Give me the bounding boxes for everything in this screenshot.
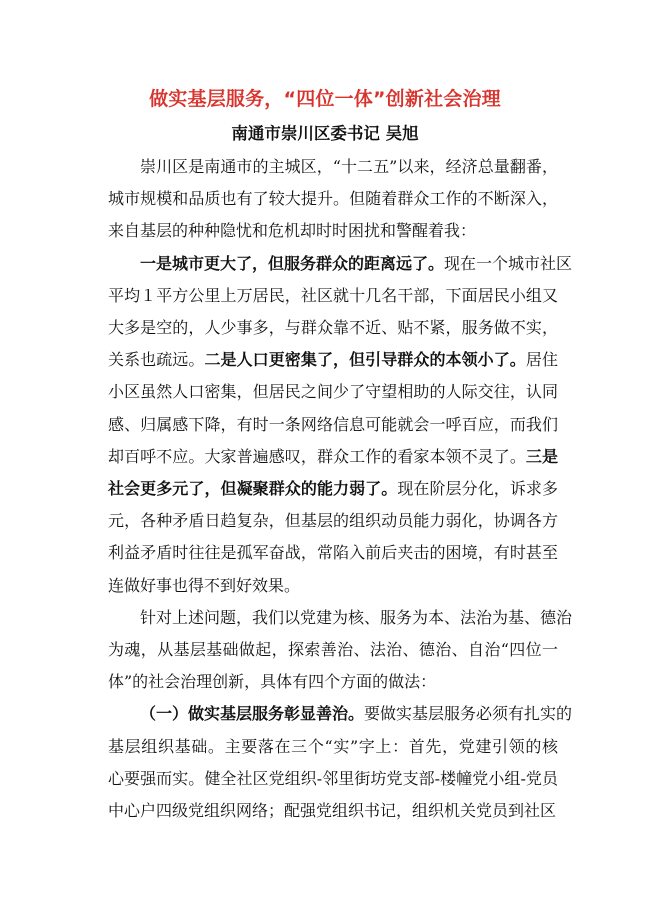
text-line: [108, 215, 558, 247]
text-run: 为魂，从基层基础做起，探索善治、法治、德治、自治“四位一: [108, 640, 558, 660]
text-line: [108, 570, 558, 602]
text-line: [108, 151, 558, 183]
text-run: 城市规模和品质也有了较大提升。但随着群众工作的不断深入，: [108, 189, 558, 209]
text-run: 针对上述问题，我们以党建为核、服务为本、法治为基、德治: [140, 607, 573, 627]
text-run: 利益矛盾时往往是孤军奋战，常陷入前后夹击的困境，有时甚至: [108, 543, 558, 563]
text-line: [108, 505, 558, 537]
bold-text: 三是: [525, 446, 558, 466]
text-line: [108, 666, 558, 698]
text-line: [108, 312, 558, 344]
text-run: 感、归属感下降，有时一条网络信息可能就会一呼百应，而我们: [108, 414, 558, 434]
text-line: [108, 763, 558, 795]
text-run: 小区虽然人口密集，但居民之间少了守望相助的人际交往，认同: [108, 382, 558, 402]
text-line: [108, 537, 558, 569]
text-run: 中心户四级党组织网络；配强党组织书记，组织机关党员到社区: [108, 801, 557, 821]
text-run: 平均１平方公里上万居民，社区就十几名干部，下面居民小组又: [108, 285, 558, 305]
text-line: [108, 731, 558, 763]
text-run: 元，各种矛盾日趋复杂，但基层的组织动员能力弱化，协调各方: [108, 511, 558, 531]
text-line: [108, 248, 573, 280]
paragraph: [108, 151, 558, 248]
text-run: 要做实基层服务必须有扎实的: [364, 704, 573, 724]
text-line: [108, 634, 558, 666]
paragraph: [108, 602, 573, 699]
text-run: 关系也疏远。: [108, 350, 205, 370]
text-line: [108, 441, 558, 473]
text-line: [108, 183, 558, 215]
bold-text: （一）做实基层服务彰显善治。: [140, 704, 365, 724]
text-run: 来自基层的种种隐忧和危机却时时困扰和警醒着我：: [108, 221, 477, 241]
text-line: [108, 602, 573, 634]
bold-text: 一是城市更大了，但服务群众的距离远了。: [140, 253, 445, 273]
document-author: 南通市崇川区委书记 吴旭: [231, 124, 419, 143]
text-run: 居住: [525, 350, 558, 370]
text-line: [108, 280, 558, 312]
text-line: [108, 376, 558, 408]
text-run: 心要强而实。健全社区党组织-邻里街坊党支部-楼幢党小组-党员: [108, 768, 558, 788]
text-line: [108, 795, 558, 827]
paragraph: [108, 248, 573, 602]
text-line: [108, 473, 558, 505]
text-run: 大多是空的，人少事多，与群众靠不近、贴不紧，服务做不实，: [108, 318, 558, 338]
paragraph: [108, 698, 573, 827]
text-run: 连做好事也得不到好效果。: [108, 575, 301, 595]
text-run: 现在一个城市社区: [444, 253, 573, 273]
text-run: 崇川区是南通市的主城区，“十二五”以来，经济总量翻番，: [140, 157, 558, 176]
bold-text: 社会更多元了，但凝聚群众的能力弱了。: [108, 479, 398, 499]
document-title: 做实基层服务，“四位一体”创新社会治理: [149, 88, 501, 110]
document-body: [108, 151, 573, 827]
text-line: [108, 698, 573, 730]
bold-text: 二是人口更密集了，但引导群众的本领小了。: [204, 350, 526, 370]
text-run: 现在阶层分化，诉求多: [397, 479, 558, 499]
text-run: 体”的社会治理创新，具体有四个方面的做法：: [108, 672, 437, 692]
text-run: 却百呼不应。大家普遍感叹，群众工作的看家本领不灵了。: [108, 446, 526, 466]
text-line: [108, 409, 558, 441]
text-line: [108, 344, 558, 376]
text-run: 基层组织基础。主要落在三个“实”字上：首先，党建引领的核: [108, 736, 558, 756]
